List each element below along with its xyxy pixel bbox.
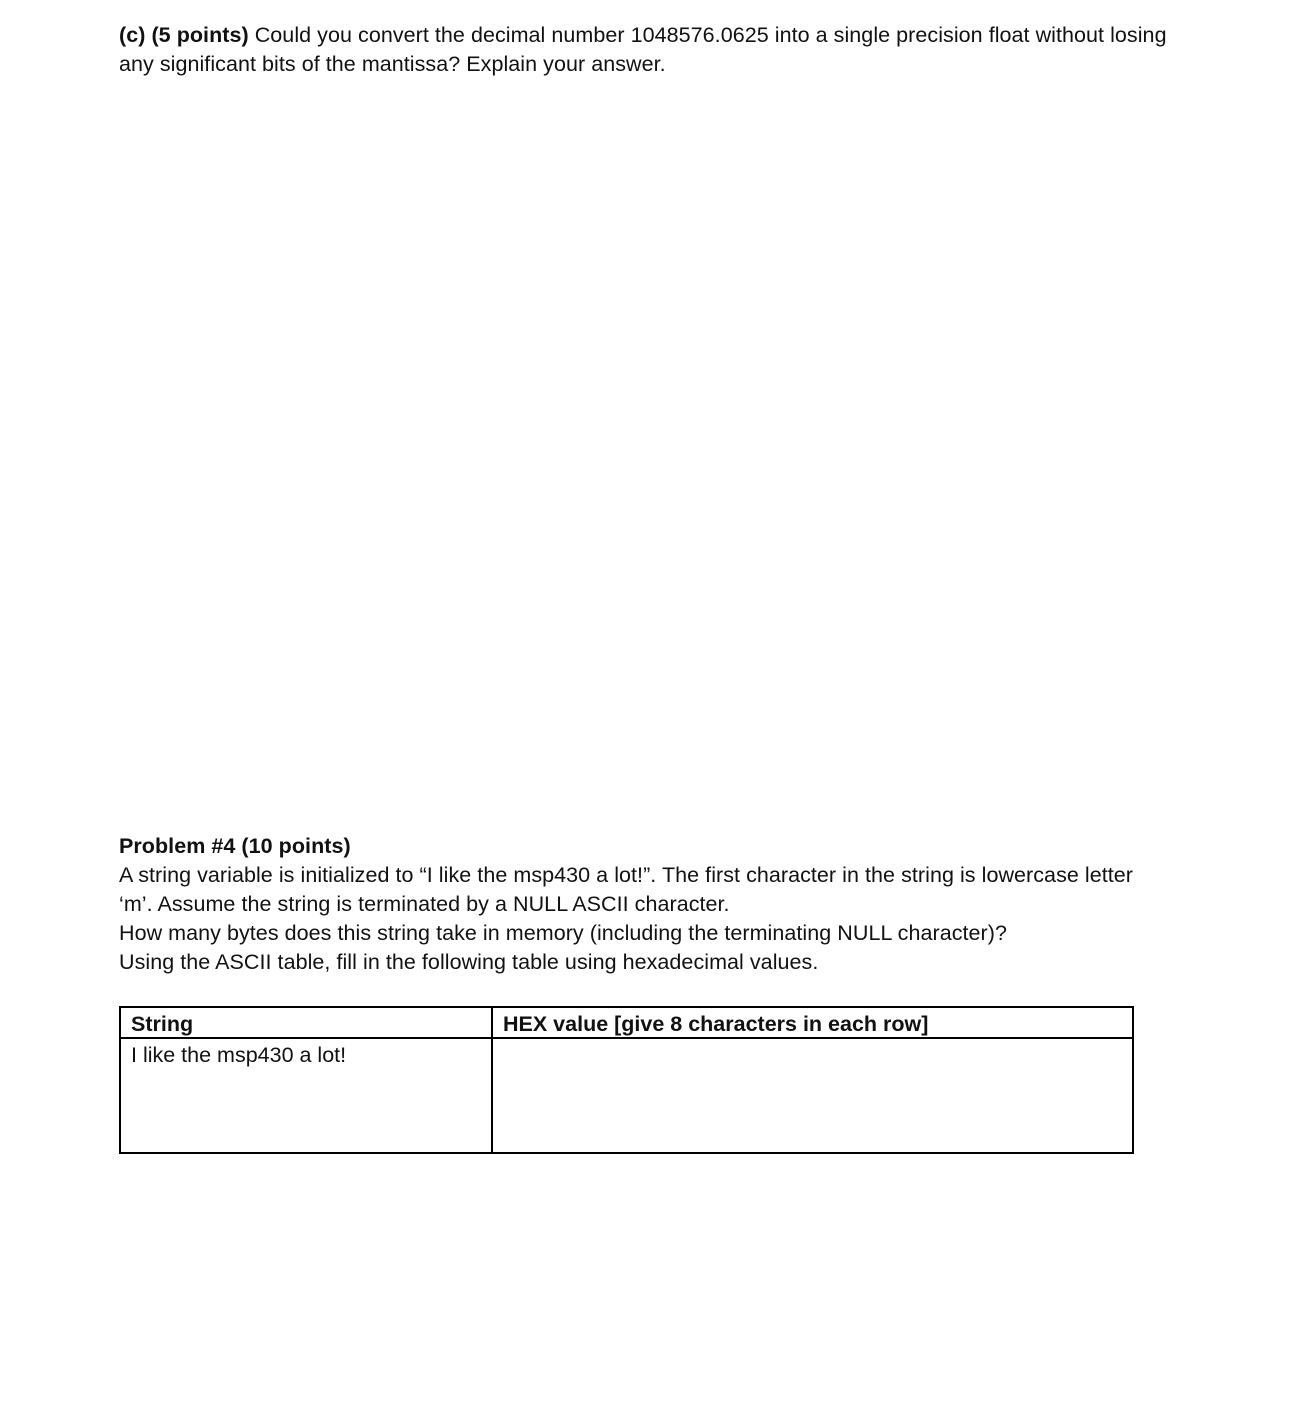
question-c-label: (c) (5 points): [119, 23, 249, 47]
header-hex-value: HEX value [give 8 characters in each row]: [492, 1007, 1133, 1038]
header-string: String: [120, 1007, 492, 1038]
problem-4-line-3: How many bytes does this string take in memory (including the terminating NULL character)?: [119, 921, 1007, 945]
problem-4-line-1: A string variable is initialized to “I like the msp430 a lot!”. The first character in the string is lowercase letter: [119, 863, 1133, 887]
question-c-text: Could you convert the decimal number 1048576.0625 into a single precision float without losing: [248, 23, 1167, 47]
table-header-row: [120, 1007, 1133, 1038]
problem-4-line-2: ‘m’. Assume the string is terminated by a NULL ASCII character.: [119, 892, 730, 916]
hex-answer-cell[interactable]: [492, 1038, 1133, 1153]
question-c-line-2: any significant bits of the mantissa? Explain your answer.: [119, 52, 666, 76]
string-cell: I like the msp430 a lot!: [120, 1038, 492, 1153]
problem-4: [119, 832, 1199, 977]
question-c-line-1: [119, 21, 1199, 50]
problem-4-line-4: Using the ASCII table, fill in the following table using hexadecimal values.: [119, 950, 819, 974]
hex-answer-table: [119, 1006, 1134, 1154]
problem-4-title: Problem #4 (10 points): [119, 834, 351, 858]
table-row: [120, 1038, 1133, 1153]
question-c: [119, 21, 1199, 79]
